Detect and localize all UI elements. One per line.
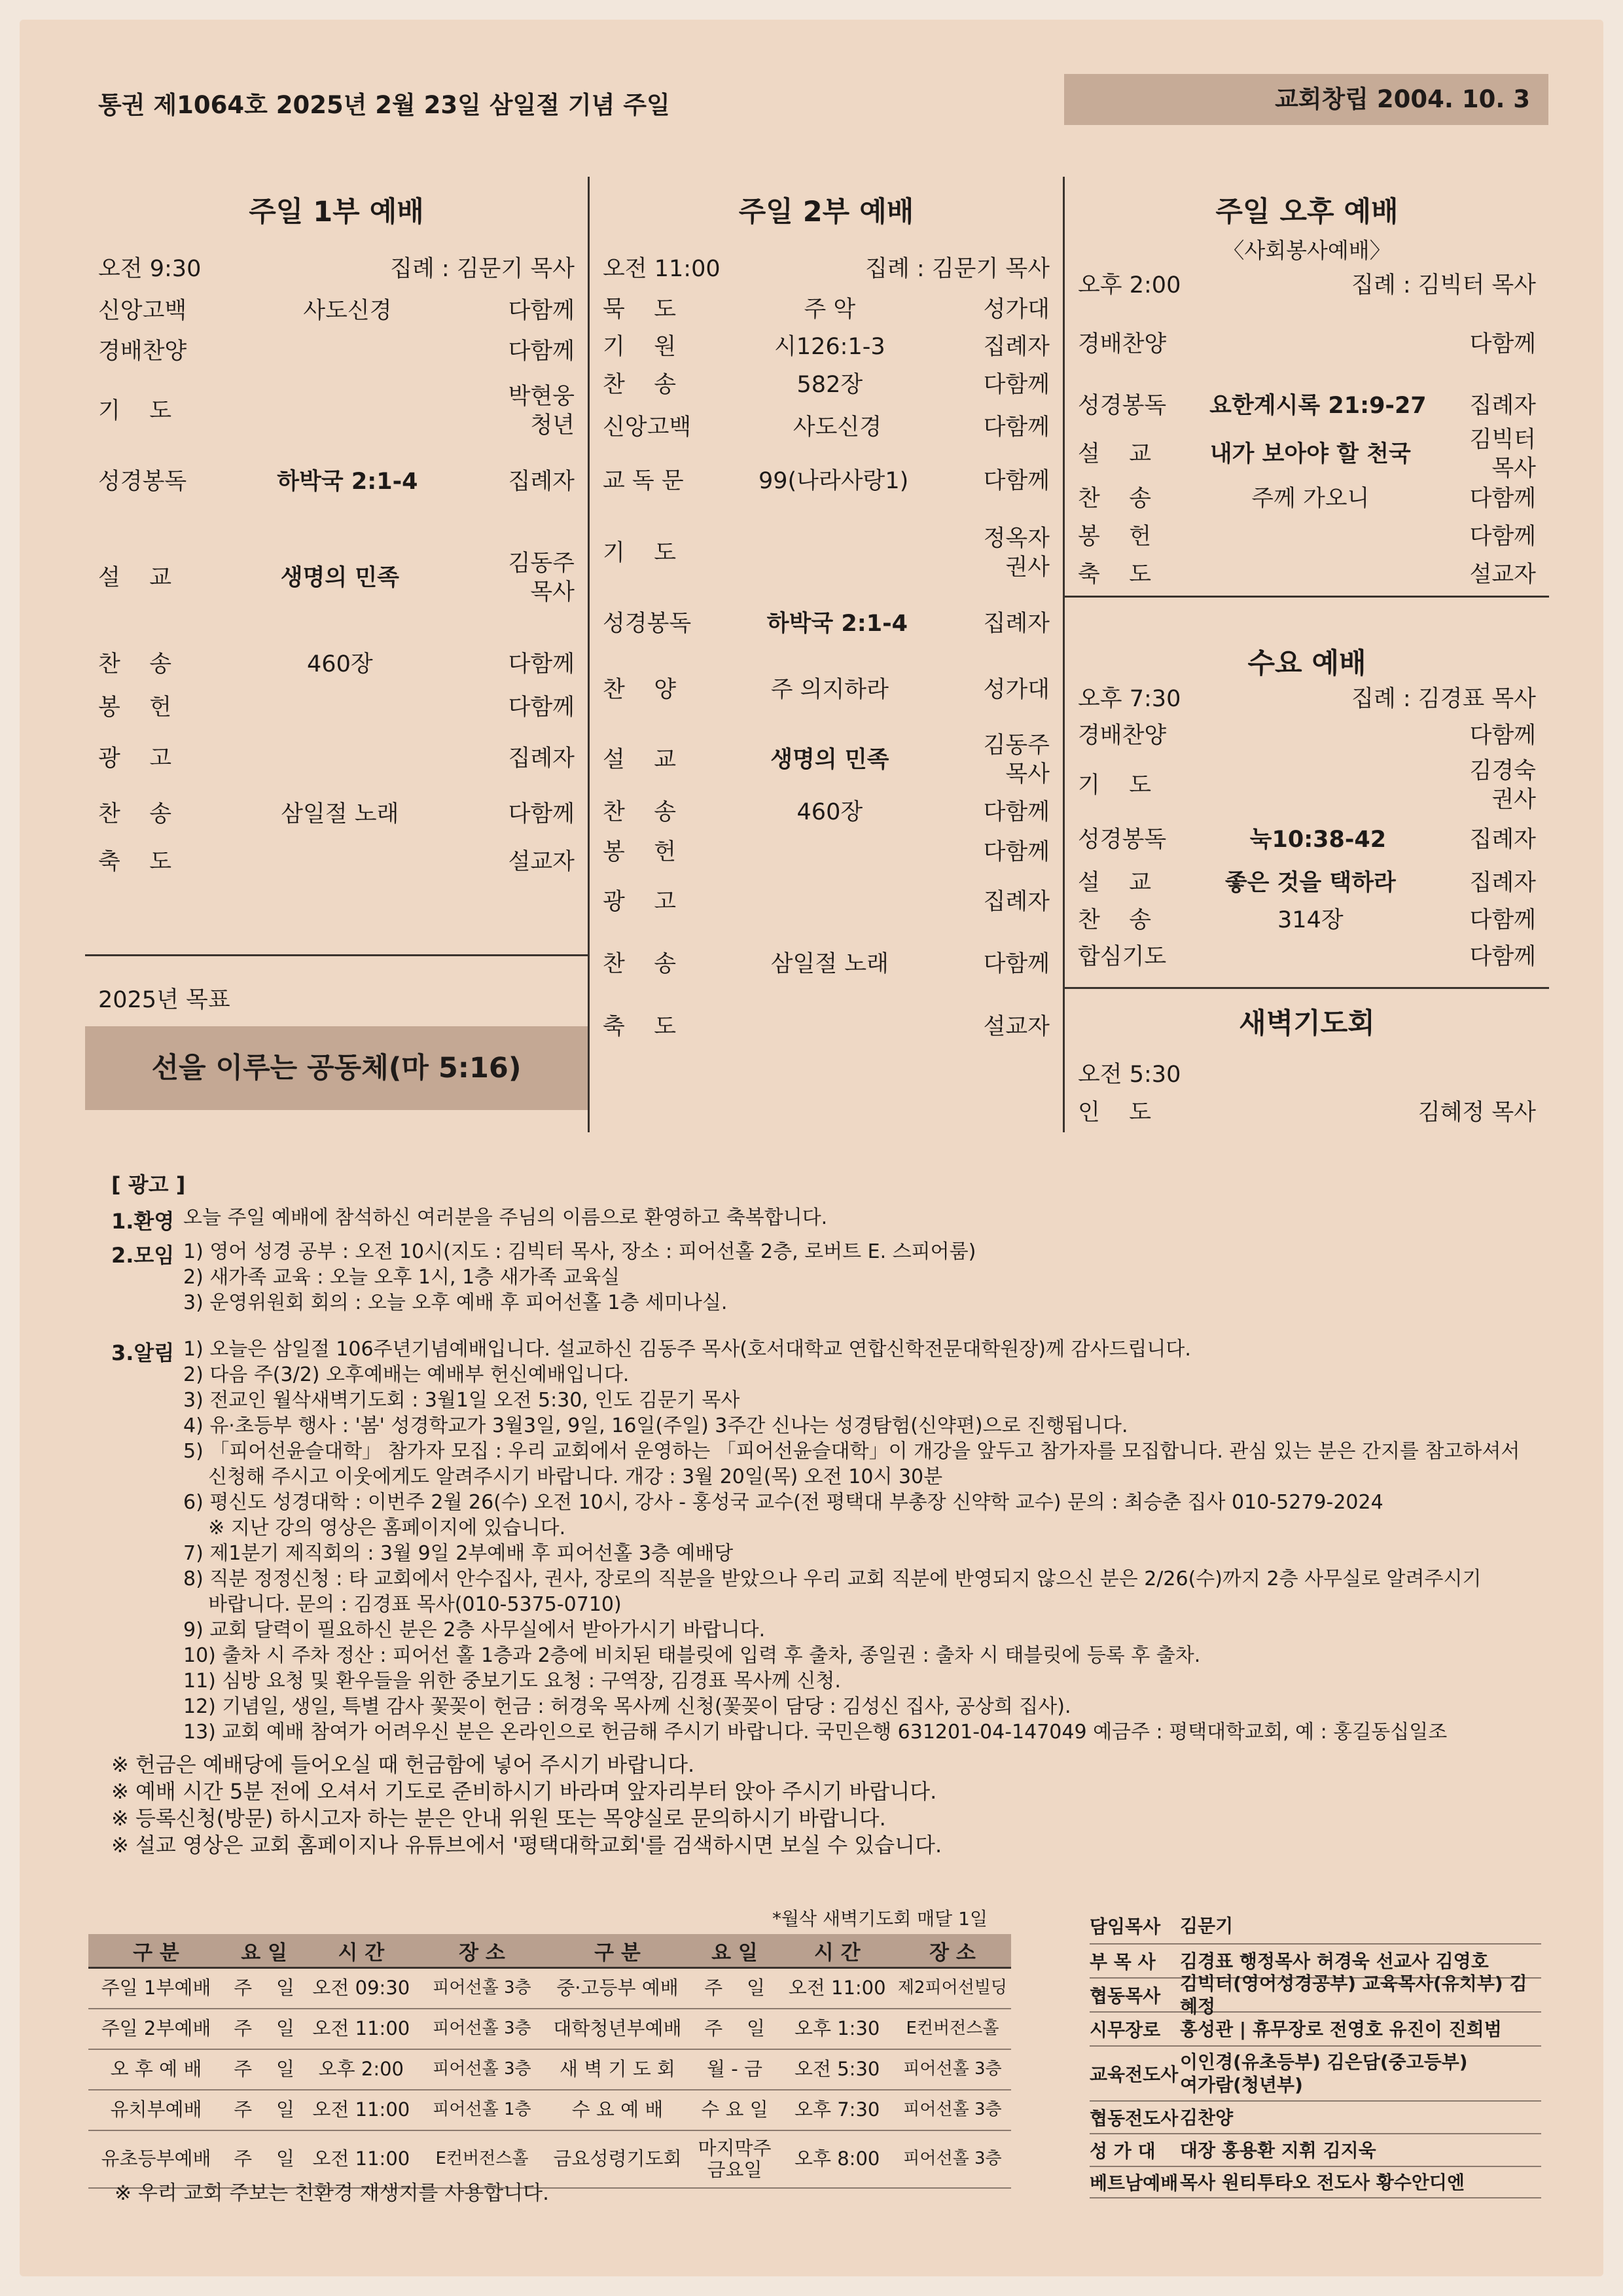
service3-column <box>1065 177 1549 594</box>
service1-item-label: 성경봉독 <box>98 469 187 495</box>
wednesday-item-label: 기 도 <box>1078 772 1152 799</box>
service2-item-label: 교 독 문 <box>603 468 684 495</box>
dawn-lead-label: 인 도 <box>1078 1100 1152 1126</box>
service2-item-label: 신앙고백 <box>603 414 692 441</box>
announcement-section-label: 3.알림 <box>111 1340 175 1365</box>
service3-item-label: 경배찬양 <box>1078 331 1167 358</box>
wednesday-time: 오후 7:30 <box>1078 686 1181 713</box>
announcement-note: ※ 예배 시간 5분 전에 오셔서 기도로 준비하시기 바라며 앞자리부터 앉아 주시기 바랍니다. <box>111 1779 937 1804</box>
service2-order <box>590 291 1063 1057</box>
wednesday-row <box>1065 755 1549 817</box>
wednesday-row <box>1065 904 1549 938</box>
staff-names: 목사 원티투타오 전도사 황수안디엔 <box>1180 2171 1465 2193</box>
schedule-body <box>88 1968 1011 2189</box>
wednesday-leader: 집례 : 김경표 목사 <box>1351 686 1536 713</box>
service1-order <box>85 291 588 884</box>
service2-item-content: 생명의 민족 <box>770 747 889 774</box>
announcement-section-label: 2.모임 <box>111 1243 175 1268</box>
schedule-cell: 오후 1:30 <box>780 2009 893 2049</box>
service2-row <box>590 512 1063 595</box>
service2-item-person: 다함께 <box>983 414 1050 441</box>
staff-role: 시무장로 <box>1090 2019 1161 2041</box>
service3-item-person: 집례자 <box>1469 393 1536 420</box>
schedule-cell: 금요성령기도회 <box>546 2130 688 2188</box>
service1-item-label: 축 도 <box>98 849 172 876</box>
service2-item-person: 김동주 목사 <box>983 732 1050 787</box>
wednesday-item-person: 김경숙 권사 <box>1469 758 1536 813</box>
staff-role: 협동전도사 <box>1090 2108 1179 2129</box>
announcement-items <box>183 1239 1518 1316</box>
announcement-item: 13) 교회 예배 참여가 어려우신 분은 온라인으로 헌금해 주시기 바랍니다. 국민은행 631201-04-147049 예금주 : 평택대학교회, 예 : 홍길동십일조 <box>183 1721 1448 1744</box>
wednesday-item-person: 다함께 <box>1469 723 1536 749</box>
schedule-cell: 피어선홀 3층 <box>894 2130 1011 2188</box>
service2-row <box>590 874 1063 931</box>
service3-item-person: 다함께 <box>1469 486 1536 512</box>
schedule-cell: 주 일 <box>224 1968 304 2009</box>
announcement-section <box>111 1205 1518 1235</box>
service3-item-content: 요한계시록 21:9-27 <box>1209 393 1427 420</box>
service1-row <box>85 291 588 332</box>
announcement-item: 오늘 주일 예배에 참석하신 여러분을 주님의 이름으로 환영하고 축복합니다. <box>183 1206 828 1229</box>
schedule-row <box>88 2049 1011 2090</box>
service1-item-label: 광 고 <box>98 745 172 772</box>
schedule-cell: 주 일 <box>224 2130 304 2188</box>
service1-item-person: 다함께 <box>508 694 575 721</box>
dawn-column <box>1065 1001 1549 1132</box>
schedule-cell: 오 후 예 배 <box>88 2049 224 2090</box>
announcement-item: 1) 영어 성경 공부 : 오전 10시(지도 : 김빅터 목사, 장소 : 피어선홀 2층, 로버트 E. 스피어룸) <box>183 1240 976 1263</box>
service2-item-person: 다함께 <box>983 468 1050 495</box>
service1-item-label: 설 교 <box>98 565 172 592</box>
service2-item-label: 설 교 <box>603 747 677 774</box>
bulletin-page <box>20 20 1603 2276</box>
staff-row <box>1090 1908 1541 1945</box>
staff-role: 교육전도사 <box>1090 2064 1179 2085</box>
wednesday-item-person: 다함께 <box>1469 944 1536 971</box>
staff-role: 성 가 대 <box>1090 2140 1156 2162</box>
service2-row <box>590 931 1063 998</box>
staff-names: 김찬양 <box>1180 2106 1234 2128</box>
service1-column <box>85 177 588 884</box>
wednesday-title: 수요 예배 <box>1247 647 1366 680</box>
staff-names: 김문기 <box>1180 1914 1234 1937</box>
goal-banner: 선을 이루는 공동체(마 5:16) <box>85 1026 588 1110</box>
schedule-cell: 주 일 <box>689 1968 781 2009</box>
wednesday-item-content: 눅10:38-42 <box>1249 827 1387 853</box>
service1-item-label: 기 도 <box>98 398 172 425</box>
service1-leader: 집례 : 김문기 목사 <box>390 256 575 283</box>
schedule-cell: 수 요 예 배 <box>546 2090 688 2130</box>
service2-row <box>590 794 1063 832</box>
wednesday-row <box>1065 718 1549 755</box>
service2-row <box>590 291 1063 329</box>
staff-row <box>1090 1973 1541 2017</box>
schedule-cell: 오후 7:30 <box>780 2090 893 2130</box>
schedule-cell: 유초등부예배 <box>88 2130 224 2188</box>
service2-item-label: 찬 송 <box>603 951 677 978</box>
wednesday-item-label: 성경봉독 <box>1078 827 1167 853</box>
service3-order <box>1065 306 1549 594</box>
service3-item-label: 축 도 <box>1078 562 1152 588</box>
announcement-item: 2) 다음 주(3/2) 오후예배는 예배부 헌신예배입니다. <box>183 1363 630 1386</box>
announcement-item: 바랍니다. 문의 : 김경표 목사(010-5375-0710) <box>183 1593 622 1616</box>
service2-time: 오전 11:00 <box>603 256 721 283</box>
schedule-cell: 월 - 금 <box>689 2049 781 2090</box>
service2-row <box>590 654 1063 727</box>
service2-item-person: 성가대 <box>983 677 1050 704</box>
section-divider <box>1065 596 1549 598</box>
announcement-notes <box>111 1751 1518 1859</box>
service3-row <box>1065 518 1549 556</box>
service3-row <box>1065 556 1549 594</box>
schedule-cell: 오전 11:00 <box>304 2090 418 2130</box>
service1-item-person: 다함께 <box>508 298 575 325</box>
service2-item-label: 광 고 <box>603 889 677 916</box>
staff-names: 김빅터(영어성경공부) 교육목사(유치부) 김혜정 <box>1180 1973 1527 2017</box>
service1-row <box>85 332 588 372</box>
schedule-cell: 오후 2:00 <box>304 2049 418 2090</box>
announcement-section <box>111 1336 1518 1745</box>
announcement-section-label: 1.환영 <box>111 1209 175 1234</box>
schedule-cell: 유치부예배 <box>88 2090 224 2130</box>
service3-leader: 집례 : 김빅터 목사 <box>1351 272 1536 299</box>
staff-names: 대장 홍용환 지휘 김지욱 <box>1180 2139 1376 2161</box>
schedule-cell: 오전 11:00 <box>780 1968 893 2009</box>
schedule-cell: 오전 11:00 <box>304 2009 418 2049</box>
wednesday-item-label: 합심기도 <box>1078 944 1167 971</box>
wednesday-item-label: 설 교 <box>1078 870 1152 897</box>
staff-names: 홍성관 | 휴무장로 전영호 유진이 진희범 <box>1180 2018 1502 2040</box>
announcement-item: 10) 출차 시 주차 정산 : 피어선 홀 1층과 2층에 비치된 태블릿에 입력 후 출차, 종일권 : 출차 시 태블릿에 등록 후 출차. <box>183 1644 1201 1667</box>
dawn-time: 오전 5:30 <box>1078 1062 1181 1088</box>
schedule-cell: 오전 11:00 <box>304 2130 418 2188</box>
service3-item-label: 성경봉독 <box>1078 393 1167 420</box>
service3-row <box>1065 306 1549 384</box>
announcement-note: ※ 설교 영상은 교회 홈페이지나 유튜브에서 '평택대학교회'를 검색하시면 보실 수 있습니다. <box>111 1833 942 1857</box>
service3-item-label: 봉 헌 <box>1078 524 1152 550</box>
staff-role: 협동목사 <box>1090 1985 1161 2007</box>
wednesday-order <box>1065 718 1549 977</box>
schedule-row <box>88 2009 1011 2049</box>
announcements-title: [ 광고 ] <box>111 1172 186 1197</box>
service1-item-content: 삼일절 노래 <box>281 801 399 828</box>
wednesday-item-label: 경배찬양 <box>1078 723 1167 749</box>
service3-title: 주일 오후 예배 <box>1215 196 1399 228</box>
schedule-cell: 제2피어선빌딩 <box>894 1968 1011 2009</box>
announcement-items <box>183 1336 1520 1745</box>
announcement-item: 4) 유·초등부 행사 : '봄' 성경학교가 3월3일, 9일, 16일(주일) 3주간 신나는 성경탐험(신약편)으로 진행됩니다. <box>183 1414 1128 1437</box>
announcement-item: 11) 심방 요청 및 환우들을 위한 중보기도 요청 : 구역장, 김경표 목사께 신청. <box>183 1670 841 1693</box>
announcement-note: ※ 등록신청(방문) 하시고자 하는 분은 안내 위원 또는 목양실로 문의하시기 바랍니다. <box>111 1806 886 1831</box>
schedule-header-cell: 구 분 <box>546 1934 688 1968</box>
announcement-item: 7) 제1분기 제직회의 : 3월 9일 2부예배 후 피어선홀 3층 예배당 <box>183 1542 734 1565</box>
service3-item-label: 설 교 <box>1078 441 1152 468</box>
service2-item-person: 집례자 <box>983 334 1050 361</box>
service3-item-content: 내가 보아야 할 천국 <box>1209 441 1411 468</box>
service2-row <box>590 595 1063 654</box>
wednesday-item-person: 집례자 <box>1469 870 1536 897</box>
service1-row <box>85 841 588 884</box>
staff-row <box>1090 2134 1541 2167</box>
schedule-cell: 주 일 <box>224 2090 304 2130</box>
schedule-header-cell: 시 간 <box>780 1934 893 1968</box>
schedule-header-cell: 장 소 <box>418 1934 546 1968</box>
service1-row <box>85 372 588 451</box>
service3-item-person: 김빅터 목사 <box>1469 427 1536 482</box>
announcement-item: 12) 기념일, 생일, 특별 감사 꽃꽂이 헌금 : 허경욱 목사께 신청(꽃꽂이 담당 : 김성신 집사, 공상희 집사). <box>183 1695 1071 1718</box>
service2-item-content: 시126:1-3 <box>774 334 885 361</box>
service2-item-label: 성경봉독 <box>603 611 692 637</box>
wednesday-item-label: 찬 송 <box>1078 907 1152 934</box>
service2-time-row <box>590 248 1063 291</box>
staff-list <box>1090 1908 1541 2198</box>
schedule-cell: 피어선홀 3층 <box>894 2049 1011 2090</box>
service2-item-person: 다함께 <box>983 799 1050 826</box>
schedule-header-cell: 요 일 <box>224 1934 304 1968</box>
service2-item-label: 기 원 <box>603 334 677 361</box>
service2-item-content: 하박국 2:1-4 <box>766 611 908 637</box>
service3-item-person: 다함께 <box>1469 524 1536 550</box>
schedule-cell: 오전 09:30 <box>304 1968 418 2009</box>
announcement-item: 5) 「피어선윤슬대학」 참가자 모집 : 우리 교회에서 운영하는 「피어선윤슬대학」이 개강을 앞두고 참가자를 모집합니다. 관심 있는 분은 간지를 참고하셔서 <box>183 1440 1520 1463</box>
wednesday-row <box>1065 863 1549 904</box>
service1-item-person: 다함께 <box>508 651 575 678</box>
wednesday-row <box>1065 938 1549 977</box>
service1-item-content: 사도신경 <box>303 298 392 325</box>
wednesday-item-content: 314장 <box>1277 907 1344 934</box>
founded-date: 교회창립 2004. 10. 3 <box>1064 74 1548 125</box>
staff-role: 담임목사 <box>1090 1916 1161 1937</box>
dawn-time-row <box>1065 1056 1549 1095</box>
service1-title: 주일 1부 예배 <box>249 196 424 228</box>
service1-item-person: 김동주 목사 <box>508 550 575 605</box>
service2-row <box>590 727 1063 794</box>
service2-row <box>590 451 1063 512</box>
service2-leader: 집례 : 김문기 목사 <box>865 256 1050 283</box>
service2-item-content: 주 악 <box>804 296 856 323</box>
schedule-cell: 피어선홀 3층 <box>894 2090 1011 2130</box>
schedule-cell: 대학청년부예배 <box>546 2009 688 2049</box>
announcement-item: ※ 지난 강의 영상은 홈페이지에 있습니다. <box>183 1516 566 1539</box>
schedule-cell: 주일 2부예배 <box>88 2009 224 2049</box>
schedule-cell: 오전 5:30 <box>780 2049 893 2090</box>
service2-title: 주일 2부 예배 <box>738 196 914 228</box>
service2-item-label: 찬 송 <box>603 799 677 826</box>
announcement-item: 8) 직분 정정신청 : 타 교회에서 안수집사, 권사, 장로의 직분을 받았으나 우리 교회 직분에 반영되지 않으신 분은 2/26(수)까지 2층 사무실로 알려주시기 <box>183 1568 1482 1590</box>
wednesday-item-person: 다함께 <box>1469 907 1536 934</box>
schedule-table <box>88 1934 1011 2189</box>
service2-row <box>590 405 1063 451</box>
schedule-cell: 주일 1부예배 <box>88 1968 224 2009</box>
service2-column <box>590 177 1063 1057</box>
recycled-paper-note: ※ 우리 교회 주보는 친환경 재생지를 사용합니다. <box>115 2181 549 2205</box>
schedule-header-row <box>88 1934 1011 1968</box>
schedule-cell: 피어선홀 3층 <box>418 2009 546 2049</box>
service2-item-person: 다함께 <box>983 372 1050 399</box>
service3-row <box>1065 480 1549 518</box>
section-divider <box>85 954 588 956</box>
announcement-item: 1) 오늘은 삼일절 106주년기념예배입니다. 설교하신 김동주 목사(호서대학교 연합신학전문대학원장)께 감사드립니다. <box>183 1338 1191 1361</box>
wednesday-time-row <box>1065 681 1549 718</box>
service2-item-person: 정옥자 권사 <box>983 526 1050 581</box>
service3-row <box>1065 384 1549 429</box>
schedule-cell: 피어선홀 3층 <box>418 1968 546 2009</box>
schedule-header-cell: 시 간 <box>304 1934 418 1968</box>
schedule-cell: 새 벽 기 도 회 <box>546 2049 688 2090</box>
announcement-item: 신청해 주시고 이웃에게도 알려주시기 바랍니다. 개강 : 3월 20일(목) 오전 10시 30분 <box>183 1465 943 1488</box>
spacer <box>111 1319 1518 1336</box>
dawn-lead-row <box>1065 1095 1549 1132</box>
staff-role: 부 목 사 <box>1090 1951 1156 1973</box>
service2-item-label: 축 도 <box>603 1014 677 1041</box>
service2-item-label: 찬 양 <box>603 677 677 704</box>
dawn-title: 새벽기도회 <box>1239 1007 1375 1040</box>
announcement-item: 3) 운영위원회 회의 : 오늘 오후 예배 후 피어선홀 1층 세미나실. <box>183 1291 728 1314</box>
schedule-cell: 오후 8:00 <box>780 2130 893 2188</box>
service1-item-label: 경배찬양 <box>98 338 187 365</box>
schedule-cell: 중·고등부 예배 <box>546 1968 688 2009</box>
service2-row <box>590 329 1063 366</box>
dawn-lead-name: 김혜정 목사 <box>1418 1100 1536 1126</box>
service1-item-content: 460장 <box>307 651 373 678</box>
schedule-cell: 주 일 <box>224 2009 304 2049</box>
service1-item-person: 집례자 <box>508 469 575 495</box>
service1-item-person: 설교자 <box>508 849 575 876</box>
schedule-row <box>88 1968 1011 2009</box>
schedule-note: *월삭 새벽기도회 매달 1일 <box>772 1908 988 1929</box>
announcement-items <box>183 1205 1518 1235</box>
schedule-cell: E컨버전스홀 <box>894 2009 1011 2049</box>
service1-item-person: 박현웅 청년 <box>508 384 575 439</box>
schedule-cell: 수 요 일 <box>689 2090 781 2130</box>
service3-item-person: 설교자 <box>1469 562 1536 588</box>
staff-names: 김경표 행정목사 허경욱 선교사 김영호 <box>1180 1950 1489 1972</box>
service1-row <box>85 451 588 514</box>
wednesday-row <box>1065 817 1549 863</box>
service2-item-person: 성가대 <box>983 296 1050 323</box>
service1-item-label: 신앙고백 <box>98 298 187 325</box>
service2-item-content: 사도신경 <box>793 414 882 441</box>
service2-row <box>590 366 1063 405</box>
service2-item-content: 460장 <box>796 799 863 826</box>
service1-row <box>85 643 588 687</box>
service2-item-label: 찬 송 <box>603 372 677 399</box>
service1-row <box>85 514 588 643</box>
announcement-item: 2) 새가족 교육 : 오늘 오후 1시, 1층 새가족 교육실 <box>183 1266 620 1289</box>
service1-item-content: 생명의 민족 <box>280 565 399 592</box>
service1-item-content: 하박국 2:1-4 <box>277 469 418 495</box>
announcement-item: 6) 평신도 성경대학 : 이번주 2월 26(수) 오전 10시, 강사 - 홍성국 교수(전 평택대 부총장 신약학 교수) 문의 : 최승춘 집사 010-5279-2024 <box>183 1491 1383 1514</box>
service1-row <box>85 730 588 789</box>
announcement-sections <box>111 1205 1518 1745</box>
wednesday-item-content: 좋은 것을 택하라 <box>1224 870 1396 897</box>
issue-header: 통권 제1064호 2025년 2월 23일 삼일절 기념 주일 <box>98 91 670 119</box>
schedule-cell: 피어선홀 1층 <box>418 2090 546 2130</box>
service2-item-label: 봉 헌 <box>603 839 677 866</box>
announcement-note: ※ 헌금은 예배당에 들어오실 때 헌금함에 넣어 주시기 바랍니다. <box>111 1752 695 1777</box>
service2-item-person: 설교자 <box>983 1014 1050 1041</box>
service1-item-label: 찬 송 <box>98 651 172 678</box>
service2-row <box>590 998 1063 1057</box>
service2-item-content: 582장 <box>796 372 863 399</box>
service3-time-row <box>1065 266 1549 306</box>
service1-row <box>85 687 588 730</box>
announcements <box>111 1168 1518 1859</box>
announcement-item: 9) 교회 달력이 필요하신 분은 2층 사무실에서 받아가시기 바랍니다. <box>183 1619 766 1641</box>
schedule-cell: 주 일 <box>224 2049 304 2090</box>
announcement-item: 3) 전교인 월삭새벽기도회 : 3월1일 오전 5:30, 인도 김문기 목사 <box>183 1389 740 1412</box>
schedule-cell: E컨버전스홀 <box>418 2130 546 2188</box>
service1-item-label: 봉 헌 <box>98 694 172 721</box>
staff-row <box>1090 2047 1541 2102</box>
staff-row <box>1090 2102 1541 2134</box>
staff-role: 베트남예배 <box>1090 2172 1179 2194</box>
service2-item-content: 삼일절 노래 <box>770 951 889 978</box>
schedule-row <box>88 2090 1011 2130</box>
staff-names: 이인경(유초등부) 김은담(중고등부) 여가람(청년부) <box>1180 2051 1468 2096</box>
service2-item-person: 다함께 <box>983 839 1050 866</box>
staff-row <box>1090 2167 1541 2198</box>
schedule-cell: 주 일 <box>689 2009 781 2049</box>
service3-item-content: 주께 가오니 <box>1251 486 1370 512</box>
service1-time-row <box>85 248 588 291</box>
staff-row <box>1090 2013 1541 2047</box>
service3-item-label: 찬 송 <box>1078 486 1152 512</box>
section-divider <box>1065 987 1549 989</box>
service2-item-person: 집례자 <box>983 889 1050 916</box>
service1-item-label: 찬 송 <box>98 801 172 828</box>
service1-item-person: 다함께 <box>508 338 575 365</box>
goal-label: 2025년 목표 <box>98 987 230 1013</box>
announcement-section <box>111 1239 1518 1316</box>
service1-item-person: 집례자 <box>508 745 575 772</box>
service2-item-person: 다함께 <box>983 951 1050 978</box>
service3-subtitle: 〈사회봉사예배〉 <box>1222 238 1391 263</box>
schedule-cell: 마지막주 금요일 <box>689 2130 781 2188</box>
service2-item-label: 기 도 <box>603 540 677 567</box>
service1-item-person: 다함께 <box>508 801 575 828</box>
service3-time: 오후 2:00 <box>1078 272 1181 299</box>
service1-time: 오전 9:30 <box>98 256 202 283</box>
wednesday-item-person: 집례자 <box>1469 827 1536 853</box>
schedule-header-cell: 요 일 <box>689 1934 781 1968</box>
schedule-header-cell: 장 소 <box>894 1934 1011 1968</box>
schedule-header-cell: 구 분 <box>88 1934 224 1968</box>
schedule-cell: 피어선홀 3층 <box>418 2049 546 2090</box>
service2-row <box>590 832 1063 874</box>
service3-item-person: 다함께 <box>1469 331 1536 358</box>
service2-item-content: 주 의지하라 <box>770 677 889 704</box>
service2-item-label: 묵 도 <box>603 296 677 323</box>
service2-item-content: 99(나라사랑1) <box>758 468 909 495</box>
service3-row <box>1065 429 1549 480</box>
service2-item-person: 집례자 <box>983 611 1050 637</box>
wednesday-column <box>1065 641 1549 977</box>
service1-row <box>85 789 588 841</box>
